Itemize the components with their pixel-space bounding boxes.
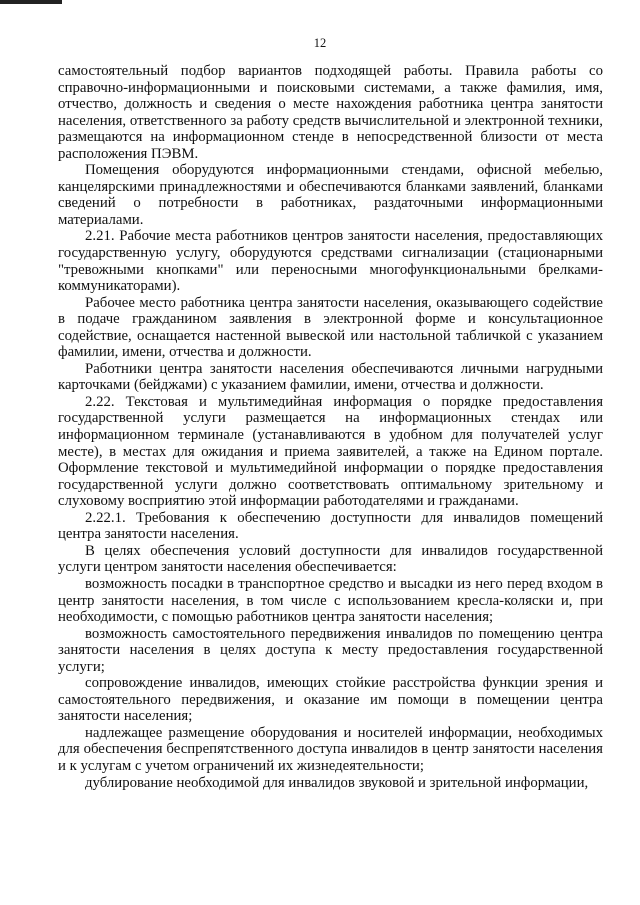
paragraph-2-22-1: 2.22.1. Требования к обеспечению доступности для инвалидов помещений центра занятости населения. (58, 509, 603, 543)
paragraph-badges: Работники центра занятости населения обеспечиваются личными нагрудными карточками (бейджами) с указанием фамилии, имени, отчества и должности. (58, 360, 603, 394)
paragraph-continuation: самостоятельный подбор вариантов подходящей работы. Правила работы со справочно-информационными и поисковыми системами, а также фамилия, имя, отчество, должность и сведения о месте нахождения работника центра занятости населения, ответственного за работу средств вычислительной и электронной техники, размещаются на информационном стенде в непосредственной близости от места расположения ПЭВМ. (58, 63, 603, 162)
paragraph-2-22: 2.22. Текстовая и мультимедийная информация о порядке предоставления государственной услуги размещается на информационных стендах или информационном терминале (устанавливаются в удобном для получателей услуг месте), в местах для ожидания и приема заявителей, а также на Едином портале. Оформление текстовой и мультимедийной информации о порядке предоставления государственной услуги должно соответствовать оптимальному зрительному и слуховому восприятию этой информации работодателями и гражданами. (58, 393, 603, 510)
paragraph-transport-access: возможность посадки в транспортное средство и высадки из него перед входом в центр занятости населения, в том числе с использованием кресла-коляски и, при необходимости, с помощью работников центра занятости населения; (58, 575, 603, 626)
paragraph-independent-movement: возможность самостоятельного передвижения инвалидов по помещению центра занятости населения в целях доступа к месту предоставления государственной услуги; (58, 625, 603, 675)
document-body (58, 63, 603, 791)
paragraph-accessibility-intro: В целях обеспечения условий доступности для инвалидов государственной услуги центром занятости населения обеспечивается: (58, 542, 603, 576)
scan-edge-mark (0, 0, 62, 4)
paragraph-information-duplication: дублирование необходимой для инвалидов звуковой и зрительной информации, (85, 774, 589, 791)
page-number: 12 (313, 36, 327, 50)
paragraph-premises-equipment: Помещения оборудуются информационными стендами, офисной мебелью, канцелярскими принадлежностями и обеспечиваются бланками заявлений, бланками сведений о потребности в работниках, раздаточными информационными материалами. (58, 162, 603, 228)
paragraph-escort-assistance: сопровождение инвалидов, имеющих стойкие расстройства функции зрения и самостоятельного передвижения, и оказание им помощи в помещении центра занятости населения; (58, 675, 603, 725)
paragraph-workplace-sign: Рабочее место работника центра занятости населения, оказывающего содействие в подаче гражданином заявления в электронной форме и консультационное содействие, оснащается настенной вывеской или настольной табличкой с указанием фамилии, имени, отчества и должности. (58, 294, 603, 361)
paragraph-2-21: 2.21. Рабочие места работников центров занятости населения, предоставляющих государственную услугу, оборудуются средствами сигнализации (стационарными "тревожными кнопками" или переносными многофункциональными брелками-коммуникаторами). (58, 228, 603, 295)
paragraph-equipment-placement: надлежащее размещение оборудования и носителей информации, необходимых для обеспечения беспрепятственного доступа инвалидов в центр занятости населения и к услугам с учетом ограничений их жизнедеятельности; (58, 724, 603, 774)
